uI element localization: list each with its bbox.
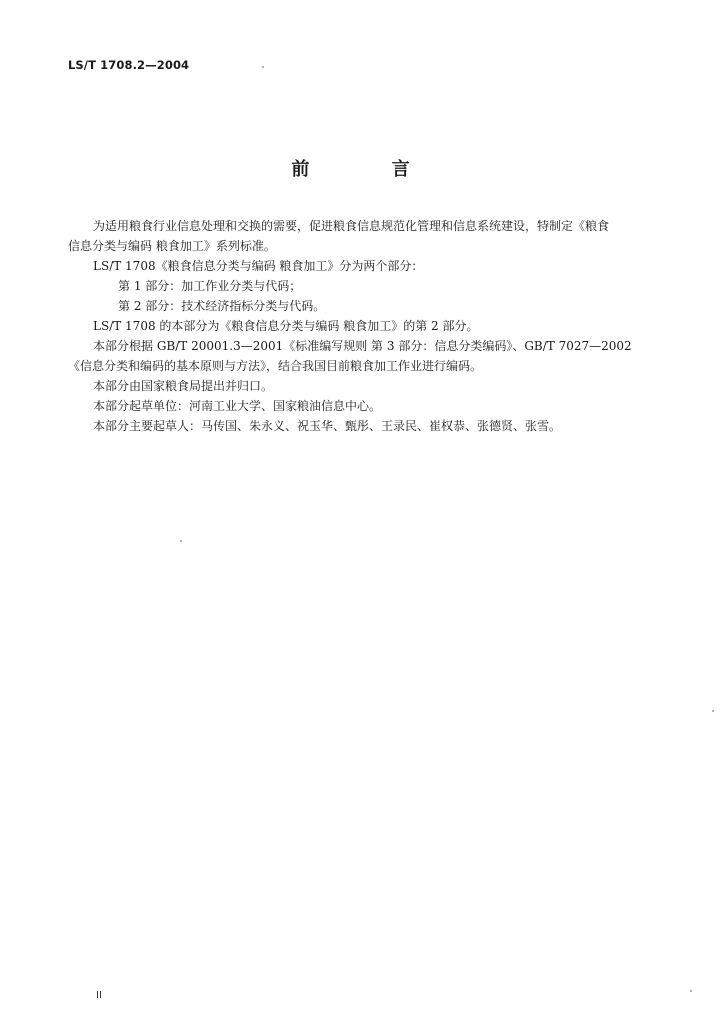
paragraph-drafting-units: 本部分起草单位：河南工业大学、国家粮油信息中心。 (93, 399, 382, 413)
paragraph-purpose-line-1: 为适用粮食行业信息处理和交换的需要，促进粮食信息规范化管理和信息系统建设，特制定《粮食 (93, 219, 610, 233)
list-item-part-1: 第 1 部分：加工作业分类与代码； (118, 279, 302, 293)
scan-speck (262, 66, 264, 68)
paragraph-purpose-line-2: 信息分类与编码 粮食加工》系列标准。 (68, 239, 276, 253)
paragraph-basis-line-2: 《信息分类和编码的基本原则与方法》，结合我国目前粮食加工作业进行编码。 (68, 359, 483, 373)
paragraph-basis-line-1: 本部分根据 GB/T 20001.3—2001《标准编写规则 第 3 部分：信息分类编码》、GB/T 7027—2002 (93, 339, 632, 353)
page-number: II (96, 990, 102, 1001)
page-title: 前 言 (291, 159, 448, 180)
paragraph-proposed-by: 本部分由国家粮食局提出并归口。 (93, 379, 274, 393)
paragraph-drafters: 本部分主要起草人：马传国、朱永义、祝玉华、甄彤、王录民、崔权恭、张德贤、张雪。 (93, 419, 562, 433)
scan-speck (712, 710, 714, 712)
paragraph-this-part: LS/T 1708 的本部分为《粮食信息分类与编码 粮食加工》的第 2 部分。 (93, 319, 479, 333)
list-item-part-2: 第 2 部分：技术经济指标分类与代码。 (118, 299, 326, 313)
scan-speck (180, 540, 182, 542)
standard-code-header: LS/T 1708.2—2004 (68, 58, 190, 72)
paragraph-parts-intro: LS/T 1708《粮食信息分类与编码 粮食加工》分为两个部分： (93, 259, 424, 273)
scan-speck (690, 990, 692, 992)
foreword-body (68, 216, 663, 436)
